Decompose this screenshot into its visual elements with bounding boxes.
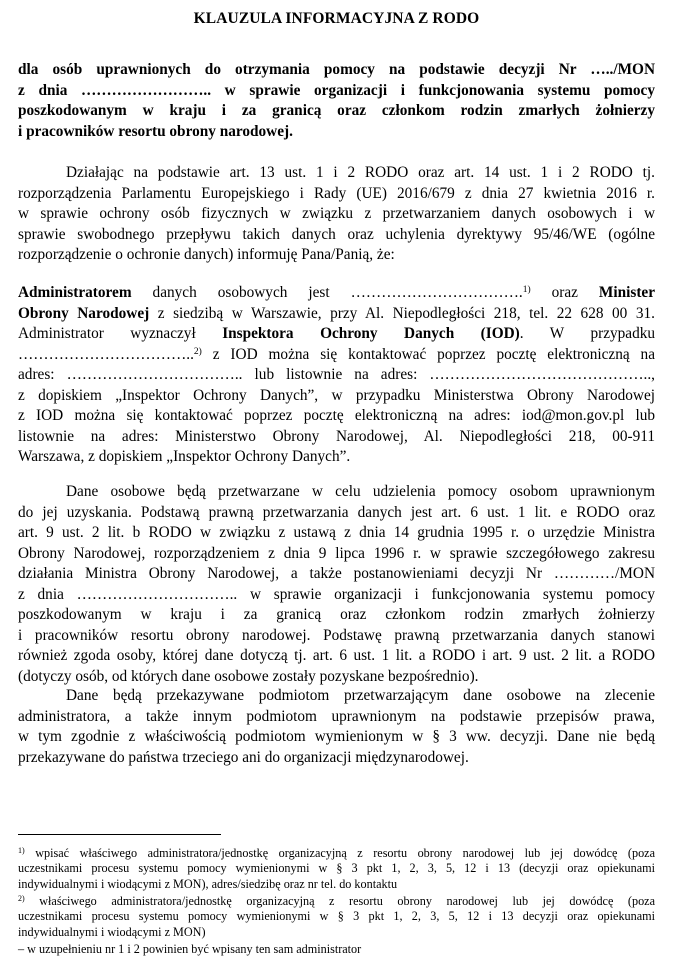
- purpose-line: (dotyczy osób, od których dane osobowe zostały pozyskane bezpośrednio).: [18, 667, 479, 685]
- subtitle-line: i pracowników resortu obrony narodowej.: [18, 122, 293, 140]
- footnote-line: uczestnikami procesu systemu pomocy wymienionymi w § 3 pkt 1, 2, 3, 5, 12 i 13 (decyzji oraz opiekunami: [18, 861, 655, 876]
- document-subtitle: [18, 60, 655, 142]
- document-title: KLAUZULA INFORMACYJNA Z RODO: [193, 10, 480, 27]
- purpose-line: z dnia ………………………….. w sprawie organizacji i funkcjonowania systemu pomocy: [18, 585, 655, 603]
- purpose-line: Obrony Narodowej, rozporządzeniem z dnia 9 lipca 1996 r. w sprawie szczegółowego zakresu: [18, 544, 655, 562]
- purpose-line: poszkodowanym w kraju i za granicą oraz członkom rodzin zmarłych żołnierzy: [18, 606, 655, 623]
- admin-text: z IOD można się kontaktować poprzez pocztę elektroniczną na: [201, 345, 655, 363]
- subtitle-line: dla osób uprawnionych do otrzymania pomocy na podstawie decyzji Nr …../MON: [18, 61, 655, 78]
- footnote-line: indywidualnymi i wiodącymi z MON): [18, 924, 206, 939]
- subtitle-line: z dnia …………………….. w sprawie organizacji i funkcjonowania systemu pomocy: [18, 81, 655, 99]
- admin-line: z dopiskiem „Inspektor Ochrony Danych”, w przypadku Ministerstwa Obrony Narodowej: [18, 386, 655, 404]
- intro-line: rozporządzenia Parlamentu Europejskiego i Rady (UE) 2016/679 z dnia 27 kwietnia 2016 r.: [18, 184, 655, 202]
- admin-line: [18, 283, 655, 304]
- admin-line: [18, 324, 655, 345]
- purpose-line: działania Ministra Obrony Narodowej, a także postanowieniami decyzji Nr …………/MON: [18, 565, 655, 582]
- admin-line: Warszawa, z dopiskiem „Inspektor Ochrony Danych”.: [18, 448, 351, 465]
- transfer-line: Dane będą przekazywane podmiotom przetwarzającym dane osobowe na zlecenie: [66, 687, 655, 704]
- footnote-mark-2: 2): [18, 894, 25, 903]
- admin-line: adres: …………………………….. lub listownie na adres: ……………………………………..,: [18, 366, 655, 383]
- footnote-ref-1: 1): [522, 285, 531, 295]
- footnote-mark-1: 1): [18, 846, 25, 855]
- footnote-separator: [18, 834, 221, 835]
- purpose-line: do jej uzyskania. Podstawą prawną przetwarzania danych jest art. 6 ust. 1 lit. e RODO oraz: [18, 503, 655, 521]
- intro-line: rozporządzenie o ochronie danych) informuję Pana/Panią, że:: [18, 246, 395, 263]
- footnote-text: wpisać właściwego administratora/jednostkę organizacyjną z resortu obrony narodowej lub jej dowódcę (poza: [24, 846, 655, 860]
- admin-text: . W przypadku: [519, 325, 656, 342]
- footnote-2: [18, 894, 655, 940]
- admin-text: oraz: [530, 284, 599, 301]
- footnote-text: właściwego administratora/jednostkę organizacyjną z resortu obrony narodowej lub jej dowódcę (poza: [24, 894, 655, 908]
- admin-line: [18, 345, 655, 366]
- footnote-1: [18, 846, 655, 892]
- transfer-line: w tym zgodnie z właściwością podmiotom wymienionym w § 3 ww. decyzji. Dane nie będą: [18, 728, 655, 745]
- footnote-line: [18, 846, 655, 861]
- intro-line: Działając na podstawie art. 13 ust. 1 i 2 RODO oraz art. 14 ust. 1 i 2 RODO tj.: [66, 164, 655, 181]
- footnote-line: uczestnikami procesu systemu pomocy wymienionymi w § 3 pkt 1, 2, 3, 5, 12 i 13 decyzji oraz opiekunami: [18, 909, 655, 924]
- admin-line: listownie na adres: Ministerstwo Obrony Narodowej, Al. Niepodległości 218, 00-911: [18, 427, 655, 445]
- minister-term: Obrony Narodowej: [18, 304, 150, 322]
- intro-line: sprawie swobodnego przepływu takich danych oraz uchylenia dyrektywy 95/46/WE (ogólne: [18, 225, 655, 243]
- subtitle-line: poszkodowanym w kraju i za granicą oraz członkom rodzin zmarłych żołnierzy: [18, 102, 655, 119]
- minister-term: Minister: [598, 284, 655, 301]
- intro-paragraph: [18, 163, 655, 266]
- footnote-line: [18, 894, 655, 909]
- purpose-line: również zgoda osoby, której dane dotyczą tj. art. 6 ust. 1 lit. a RODO i art. 9 ust. 2 lit. a RODO: [18, 647, 655, 664]
- footnote-note: – w uzupełnieniu nr 1 i 2 powinien być wpisany ten sam administrator: [18, 942, 362, 956]
- transfer-paragraph: [18, 686, 655, 768]
- admin-line: [18, 304, 655, 325]
- admin-line: z IOD można się kontaktować poprzez pocztę elektroniczną na adres: iod@mon.gov.pl lub: [18, 407, 655, 424]
- iod-term: Inspektora Ochrony Danych (IOD): [222, 325, 520, 342]
- admin-text: danych osobowych jest …………………………….: [131, 284, 523, 301]
- administrator-paragraph: [18, 283, 655, 468]
- admin-text: Administrator wyznaczył: [18, 325, 223, 342]
- admin-text: z siedzibą w Warszawie, przy Al. Niepodległości 218, tel. 22 628 00 31.: [149, 304, 655, 322]
- intro-line: w sprawie ochrony osób fizycznych w związku z przetwarzaniem danych osobowych i w: [18, 205, 655, 222]
- purpose-paragraph: [18, 482, 655, 687]
- footnote-ref-2: 2): [193, 346, 202, 357]
- transfer-line: przekazywane do państwa trzeciego ani do organizacji międzynarodowej.: [18, 748, 469, 766]
- transfer-line: administratora, a także innym podmiotom uprawnionym na podstawie przepisów prawa,: [18, 707, 655, 725]
- footnote-line: indywidualnymi i wiodącymi z MON), adres/siedzibę oraz nr tel. do kontaktu: [18, 876, 398, 891]
- purpose-line: art. 9 ust. 2 lit. b RODO w związku z ustawą z dnia 14 grudnia 1995 r. o urzędzie Ministra: [18, 524, 655, 541]
- purpose-line: i pracowników resortu obrony narodowej. Podstawę prawną przetwarzania danych stanowi: [18, 626, 655, 644]
- admin-term: Administratorem: [18, 284, 132, 301]
- purpose-line: Dane osobowe będą przetwarzane w celu udzielenia pomocy osobom uprawnionym: [66, 483, 655, 500]
- admin-blank: ……………………………..: [18, 345, 194, 363]
